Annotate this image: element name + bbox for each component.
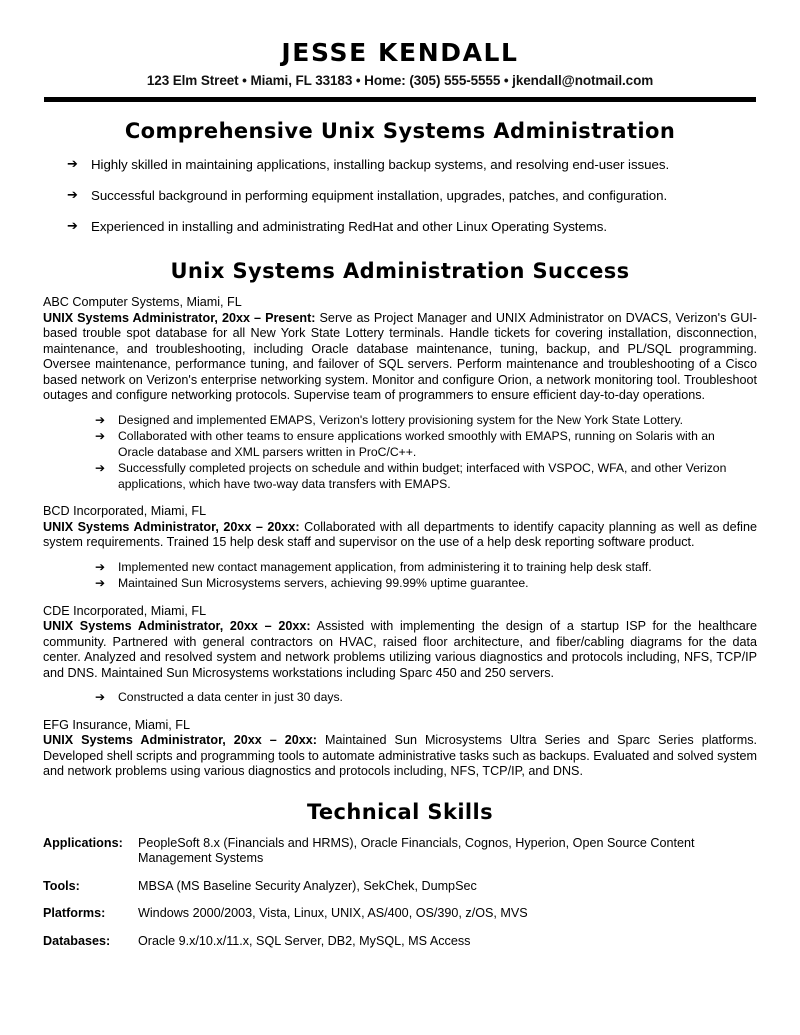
arrow-bullet-icon: ➔: [95, 690, 106, 704]
experience-entry: [43, 504, 757, 592]
skills-table: [43, 836, 757, 950]
job-description: [43, 520, 757, 551]
job-bullet-list: [43, 690, 757, 706]
table-row: [43, 934, 757, 950]
employer-name: BCD Incorporated, Miami, FL: [43, 504, 207, 518]
skill-value: MBSA (MS Baseline Security Analyzer), SekChek, DumpSec: [138, 878, 477, 893]
experience-entry: [43, 604, 757, 706]
job-title: UNIX Systems Administrator, 20xx – Present:: [43, 310, 316, 325]
job-description-text: Assisted with implementing the design of a startup ISP for the healthcare community. Partnered with general contractors on HVAC, raised floor architecture, and fiber/cabling diagrams for the data center. Analyzed and resolved system and network problems utilizing various diagnostics and protocols including, NFS, TCP/IP and DNS. Maintained Sun Microsystems workstations including Sparc 450 and 250 servers.: [43, 619, 757, 680]
list-item-text: Successfully completed projects on schedule and within budget; interfaced with VSPOC, WFA, and other Verizon applications, which have two-way data transfers with EMAPS.: [118, 461, 727, 491]
list-item-text: Experienced in installing and administrating RedHat and other Linux Operating Systems.: [91, 219, 608, 234]
candidate-name: JESSE KENDALL: [281, 38, 519, 67]
employer-name: CDE Incorporated, Miami, FL: [43, 603, 207, 618]
job-description: [43, 311, 757, 404]
summary-heading: Comprehensive Unix Systems Administration: [124, 119, 676, 143]
list-item: [43, 187, 757, 204]
job-title: UNIX Systems Administrator, 20xx – 20xx:: [43, 619, 311, 633]
job-description-text: Maintained Sun Microsystems Ultra Series and Sparc Series platforms. Developed shell scripts and programming tools to automate administrative tasks such as backups. Evaluated and solved system and network problems using various diagnostics and protocols including, NFS, TCP/IP, and DNS.: [43, 733, 758, 778]
list-item: [43, 576, 757, 592]
skill-category-label: Tools:: [43, 878, 80, 893]
job-description: [43, 619, 757, 681]
skill-value: Oracle 9.x/10.x/11.x, SQL Server, DB2, MySQL, MS Access: [138, 933, 471, 948]
table-row: [43, 906, 757, 922]
experience-entry: [43, 295, 757, 492]
skill-value: PeopleSoft 8.x (Financials and HRMS), Oracle Financials, Cognos, Hyperion, Open Source Content Management Systems: [138, 835, 695, 865]
summary-bullet-list: [43, 156, 757, 235]
arrow-bullet-icon: ➔: [95, 429, 106, 443]
arrow-bullet-icon: ➔: [95, 461, 106, 475]
list-item-text: Successful background in performing equipment installation, upgrades, patches, and configuration.: [91, 188, 668, 203]
list-item: [43, 156, 757, 173]
list-item-text: Designed and implemented EMAPS, Verizon's lottery provisioning system for the New York State Lottery.: [118, 412, 684, 427]
list-item: [43, 218, 757, 235]
employer-name: EFG Insurance, Miami, FL: [43, 717, 190, 732]
list-item: [43, 413, 757, 429]
job-title: UNIX Systems Administrator, 20xx – 20xx:: [43, 733, 317, 747]
arrow-bullet-icon: ➔: [95, 559, 106, 574]
employer-name: ABC Computer Systems, Miami, FL: [43, 295, 242, 309]
arrow-bullet-icon: ➔: [67, 219, 78, 234]
table-row: [43, 836, 757, 867]
arrow-bullet-icon: ➔: [95, 412, 106, 427]
skills-heading: Technical Skills: [306, 799, 494, 824]
list-item-text: Highly skilled in maintaining applications, installing backup systems, and resolving end-user issues.: [91, 157, 670, 172]
experience-heading: Unix Systems Administration Success: [170, 259, 630, 283]
arrow-bullet-icon: ➔: [67, 188, 78, 203]
skill-value: Windows 2000/2003, Vista, Linux, UNIX, AS/400, OS/390, z/OS, MVS: [138, 906, 528, 920]
job-description: [43, 733, 757, 780]
arrow-bullet-icon: ➔: [95, 576, 106, 590]
skill-category-label: Databases:: [43, 933, 111, 948]
job-description-text: Serve as Project Manager and UNIX Administrator on DVACS, Verizon's GUI-based trouble spot database for all New York State Lottery terminals. Handle tickets for covering installation, disconnection, maintenance, and troubleshooting, including Oracle database maintenance, tuning, backup, and PL/SQL programming. Oversee maintenance, performance tuning, and failover of SQL servers. Perform maintenance and troubleshooting of a Cisco based network on Verizon's enterprise networking system. Monitor and configure Orion, a network monitoring tool. Troubleshoot outages and configure networking protocols. Supervise team of programmers to ensure efficient day-to-day operations.: [43, 310, 757, 402]
contact-line: 123 Elm Street • Miami, FL 33183 • Home: (305) 555-5555 • jkendall@notmail.com: [146, 73, 654, 88]
list-item: [43, 560, 757, 576]
skill-category-label: Applications:: [43, 835, 123, 850]
list-item-text: Collaborated with other teams to ensure applications worked smoothly with EMAPS, running on Solaris with an Oracle database and XML parsers written in ProC/C++.: [118, 429, 715, 459]
job-bullet-list: [43, 560, 757, 592]
skill-category-label: Platforms:: [43, 906, 106, 920]
table-row: [43, 879, 757, 895]
list-item-text: Implemented new contact management application, from administering it to training help desk staff.: [118, 559, 652, 574]
list-item-text: Maintained Sun Microsystems servers, achieving 99.99% uptime guarantee.: [118, 576, 529, 590]
job-title: UNIX Systems Administrator, 20xx – 20xx:: [43, 519, 300, 534]
list-item: [43, 690, 757, 706]
list-item: [43, 461, 757, 492]
job-description-text: Collaborated with all departments to identify capacity planning as well as define system requirements. Trained 15 help desk staff and supervisor on the use of a help desk reporting software product.: [43, 519, 757, 549]
list-item-text: Constructed a data center in just 30 days.: [118, 690, 343, 704]
list-item: [43, 429, 757, 460]
arrow-bullet-icon: ➔: [67, 157, 78, 172]
job-bullet-list: [43, 413, 757, 493]
experience-entry: [43, 718, 757, 780]
